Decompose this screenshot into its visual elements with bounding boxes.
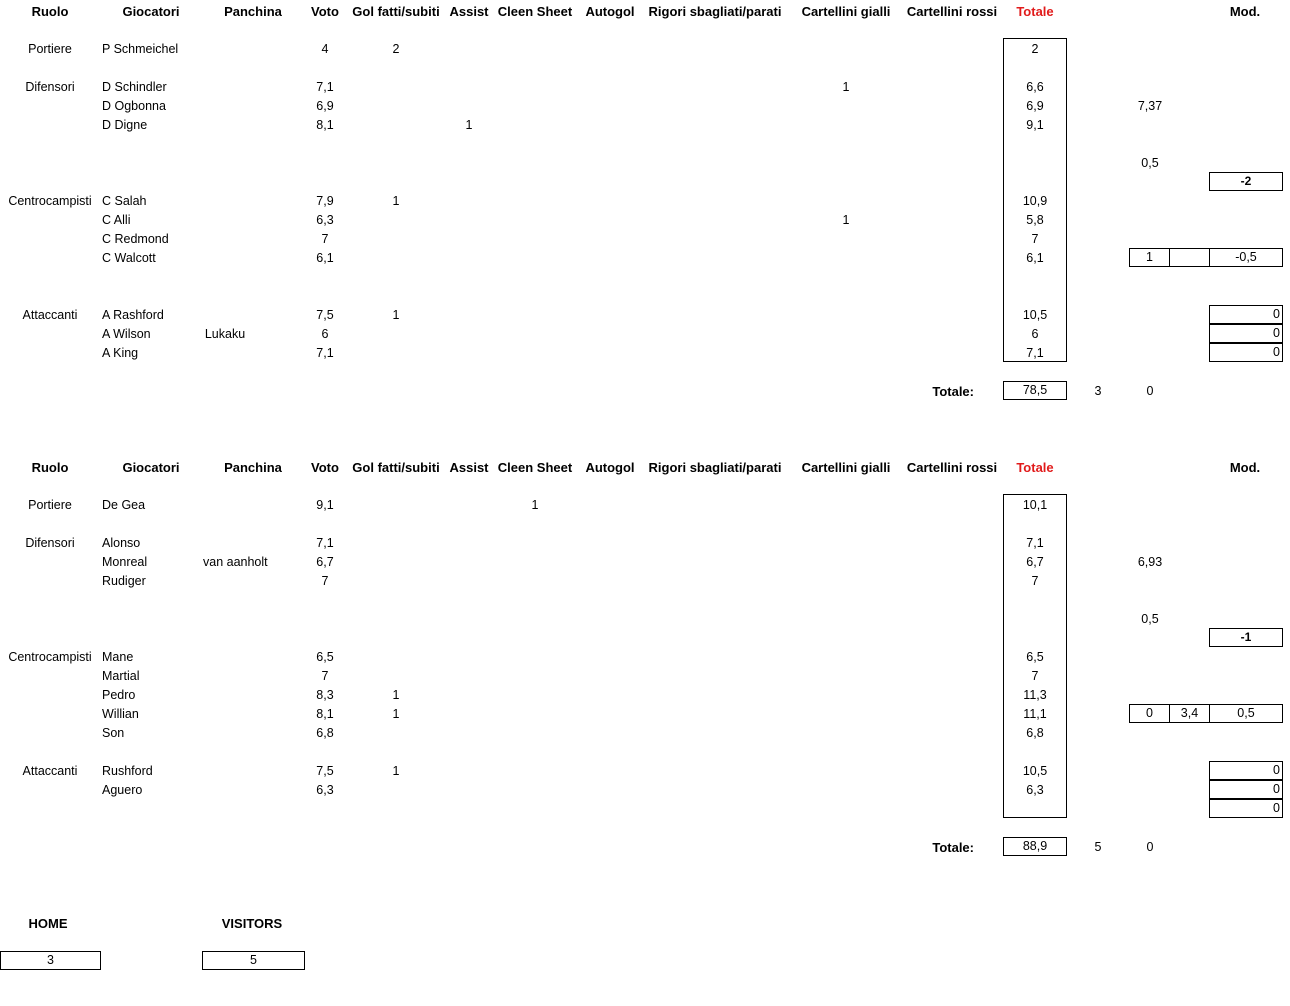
player-gol: 1 (392, 688, 400, 702)
att-mod-cell: 0 (1209, 799, 1283, 818)
header-rossi: Cartellini rossi (906, 4, 998, 19)
player-gol: 2 (392, 42, 400, 56)
role-difensori: Difensori (25, 80, 75, 94)
mid-mod-cell: 0 (1129, 704, 1170, 723)
header-autogol: Autogol (585, 460, 635, 475)
player-name: Martial (102, 669, 140, 683)
att-mod-cell: 0 (1209, 343, 1283, 362)
player-total: 10,9 (1022, 194, 1048, 208)
header-panchina: Panchina (224, 4, 282, 19)
player-voto: 6,3 (316, 783, 334, 797)
header-ruolo: Ruolo (31, 460, 69, 475)
visitors-score: 5 (202, 951, 305, 970)
header-giocatori: Giocatori (122, 460, 180, 475)
header-giocatori: Giocatori (122, 4, 180, 19)
player-voto: 7,1 (316, 80, 334, 94)
mid-mod-cell: 3,4 (1169, 704, 1210, 723)
player-total: 7,1 (1026, 346, 1044, 360)
mid-mod-cell: 0,5 (1209, 704, 1283, 723)
player-voto: 4 (321, 42, 329, 56)
header-rigori: Rigori sbagliati/parati (648, 460, 782, 475)
role-attaccanti: Attaccanti (22, 764, 78, 778)
totale-label: Totale: (932, 384, 974, 399)
player-name: C Salah (102, 194, 147, 208)
player-gialli: 1 (842, 80, 850, 94)
player-gol: 1 (392, 194, 400, 208)
player-name: A Wilson (102, 327, 151, 341)
player-total: 7 (1031, 669, 1039, 683)
header-totale: Totale (1016, 460, 1054, 475)
player-bench: Lukaku (204, 327, 246, 341)
role-attaccanti: Attaccanti (22, 308, 78, 322)
mid-mod-cell: -0,5 (1209, 248, 1283, 267)
player-name: D Digne (102, 118, 148, 132)
player-total: 6,7 (1026, 555, 1044, 569)
player-name: Rushford (102, 764, 153, 778)
player-name: A Rashford (102, 308, 164, 322)
player-name: A King (102, 346, 139, 360)
header-panchina: Panchina (224, 460, 282, 475)
player-voto: 7 (321, 574, 329, 588)
player-name: Monreal (102, 555, 148, 569)
player-total: 7 (1031, 232, 1039, 246)
player-total: 11,1 (1023, 707, 1047, 721)
header-totale: Totale (1016, 4, 1054, 19)
header-mod: Mod. (1229, 460, 1261, 475)
player-name: Aguero (102, 783, 143, 797)
header-assist: Assist (449, 460, 489, 475)
team-goals: 3 (1094, 384, 1102, 398)
role-portiere: Portiere (28, 42, 72, 56)
header-gol: Gol fatti/subiti (352, 4, 440, 19)
player-gol: 1 (392, 308, 400, 322)
player-voto: 7 (321, 232, 329, 246)
player-voto: 6,9 (316, 99, 334, 113)
player-voto: 6,5 (316, 650, 334, 664)
team-total: 88,9 (1003, 837, 1067, 856)
player-name: De Gea (102, 498, 146, 512)
role-centrocampisti: Centrocampisti (8, 650, 92, 664)
header-assist: Assist (449, 4, 489, 19)
header-gialli: Cartellini gialli (801, 460, 891, 475)
player-gol: 1 (392, 764, 400, 778)
att-mod-cell: 0 (1209, 780, 1283, 799)
team-goals: 5 (1094, 840, 1102, 854)
player-total: 6 (1031, 327, 1039, 341)
player-name: Pedro (102, 688, 136, 702)
player-voto: 6,8 (316, 726, 334, 740)
header-ruolo: Ruolo (31, 4, 69, 19)
player-total: 6,1 (1026, 251, 1044, 265)
player-voto: 8,1 (316, 707, 334, 721)
team-extra: 0 (1146, 384, 1154, 398)
def-mod-total: -2 (1209, 172, 1283, 191)
def-modifier: 0,5 (1141, 156, 1159, 170)
header-rossi: Cartellini rossi (906, 460, 998, 475)
player-name: Alonso (102, 536, 141, 550)
player-name: C Alli (102, 213, 131, 227)
header-clean-sheet: Cleen Sheet (497, 4, 573, 19)
header-autogol: Autogol (585, 4, 635, 19)
home-score: 3 (0, 951, 101, 970)
att-mod-cell: 0 (1209, 305, 1283, 324)
player-name: D Ogbonna (102, 99, 166, 113)
player-name: C Redmond (102, 232, 169, 246)
player-total: 6,8 (1026, 726, 1044, 740)
mid-mod-cell: 1 (1129, 248, 1170, 267)
player-voto: 7,5 (316, 764, 334, 778)
header-clean-sheet: Cleen Sheet (497, 460, 573, 475)
player-name: P Schmeichel (102, 42, 179, 56)
role-portiere: Portiere (28, 498, 72, 512)
player-total: 11,3 (1023, 688, 1047, 702)
player-total: 9,1 (1026, 118, 1044, 132)
mid-mod-cell (1169, 248, 1210, 267)
player-clean-sheet: 1 (531, 498, 539, 512)
player-name: Rudiger (102, 574, 146, 588)
player-total: 6,9 (1026, 99, 1044, 113)
player-voto: 7,5 (316, 308, 334, 322)
header-gol: Gol fatti/subiti (352, 460, 440, 475)
player-total: 6,6 (1026, 80, 1044, 94)
player-gol: 1 (392, 707, 400, 721)
player-voto: 7,1 (316, 346, 334, 360)
player-total: 5,8 (1026, 213, 1044, 227)
def-modifier: 0,5 (1141, 612, 1159, 626)
header-rigori: Rigori sbagliati/parati (648, 4, 782, 19)
player-total: 2 (1031, 42, 1039, 56)
player-voto: 8,3 (316, 688, 334, 702)
player-name: D Schindler (102, 80, 167, 94)
role-difensori: Difensori (25, 536, 75, 550)
totale-label: Totale: (932, 840, 974, 855)
att-mod-cell: 0 (1209, 324, 1283, 343)
player-assist: 1 (465, 118, 473, 132)
player-total: 7,1 (1026, 536, 1044, 550)
player-total: 10,1 (1022, 498, 1048, 512)
att-mod-cell: 0 (1209, 761, 1283, 780)
player-voto: 8,1 (316, 118, 334, 132)
player-name: Willian (102, 707, 139, 721)
player-gialli: 1 (842, 213, 850, 227)
player-bench: van aanholt (203, 555, 268, 569)
player-name: Son (102, 726, 125, 740)
player-total: 6,5 (1026, 650, 1044, 664)
header-gialli: Cartellini gialli (801, 4, 891, 19)
player-voto: 7 (321, 669, 329, 683)
player-voto: 7,1 (316, 536, 334, 550)
visitors-label: VISITORS (221, 916, 283, 931)
player-name: Mane (102, 650, 134, 664)
player-total: 6,3 (1026, 783, 1044, 797)
player-name: C Walcott (102, 251, 156, 265)
player-voto: 9,1 (316, 498, 334, 512)
player-voto: 6,1 (316, 251, 334, 265)
player-total: 10,5 (1022, 764, 1048, 778)
home-label: HOME (28, 916, 68, 931)
header-mod: Mod. (1229, 4, 1261, 19)
def-mod-total: -1 (1209, 628, 1283, 647)
player-voto: 6 (321, 327, 329, 341)
player-voto: 6,7 (316, 555, 334, 569)
player-voto: 7,9 (316, 194, 334, 208)
header-voto: Voto (311, 4, 339, 19)
team-total: 78,5 (1003, 381, 1067, 400)
team-extra: 0 (1146, 840, 1154, 854)
def-average: 7,37 (1137, 99, 1163, 113)
player-voto: 6,3 (316, 213, 334, 227)
player-total: 7 (1031, 574, 1039, 588)
role-centrocampisti: Centrocampisti (8, 194, 92, 208)
header-voto: Voto (311, 460, 339, 475)
def-average: 6,93 (1137, 555, 1163, 569)
player-total: 10,5 (1022, 308, 1048, 322)
